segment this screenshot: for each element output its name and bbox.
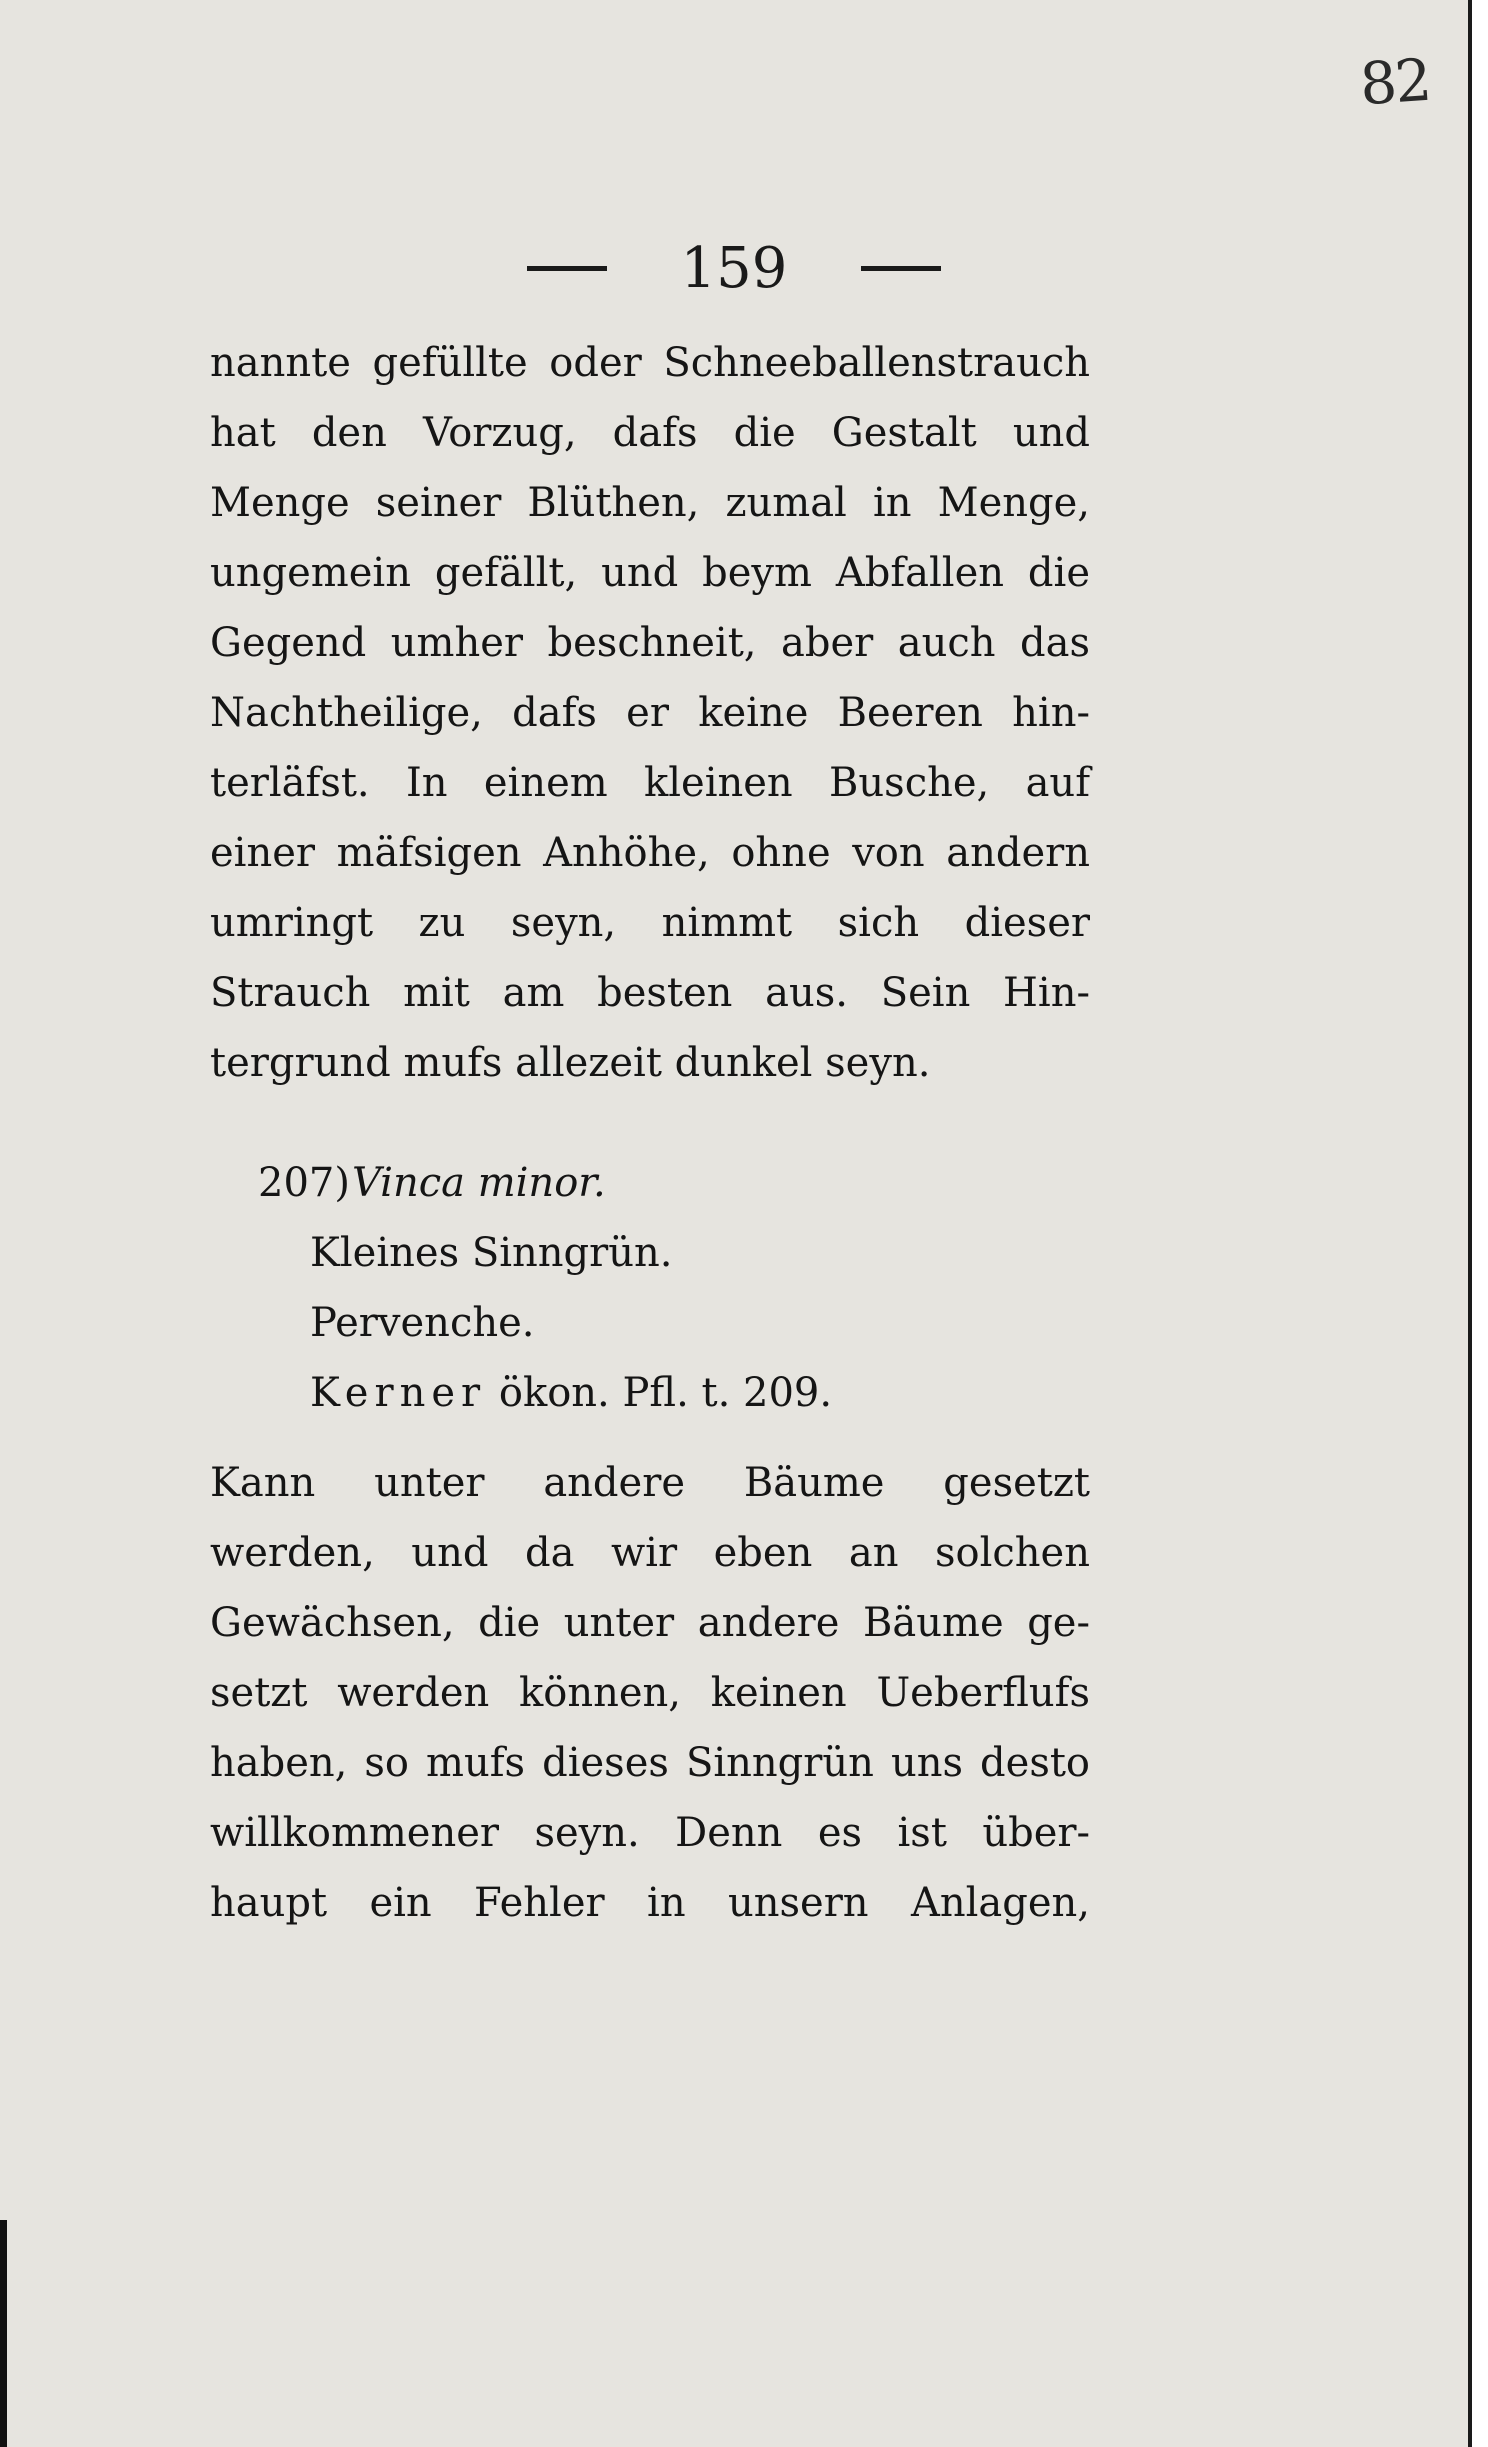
text-line: terläfst. In einem kleinen Busche, auf [210, 760, 1090, 806]
reference-detail: ökon. Pfl. t. 209. [498, 1370, 833, 1416]
text-line: Gegend umher beschneit, aber auch das [210, 620, 1090, 666]
entry-german-name: Kleines Sinngrün. [310, 1230, 673, 1276]
text-line: Strauch mit am besten aus. Sein Hin- [210, 970, 1090, 1016]
text-line: nannte gefüllte oder Schneeballenstrauch [210, 340, 1090, 386]
text-line: Kann unter andere Bäume gesetzt [210, 1460, 1090, 1506]
reference-author: Kerner [310, 1370, 487, 1416]
header-dash-right [861, 266, 941, 271]
text-line: haben, so mufs dieses Sinngrün uns desto [210, 1740, 1090, 1786]
page-header [0, 232, 1468, 301]
text-line: hat den Vorzug, dafs die Gestalt und [210, 410, 1090, 456]
page-number: 159 [680, 236, 788, 301]
text-line: umringt zu seyn, nimmt sich dieser [210, 900, 1090, 946]
entry-french-name: Pervenche. [310, 1300, 535, 1346]
corner-mark: 82 [1357, 45, 1433, 119]
entry-latin-name: Vinca minor. [352, 1160, 606, 1206]
text-line: setzt werden können, keinen Ueberflufs [210, 1670, 1090, 1716]
text-line: Nachtheilige, dafs er keine Beeren hin- [210, 690, 1090, 736]
header-dash-left [527, 266, 607, 271]
text-line: ungemein gefällt, und beym Abfallen die [210, 550, 1090, 596]
text-line: Gewächsen, die unter andere Bäume ge- [210, 1600, 1090, 1646]
text-line: einer mäfsigen Anhöhe, ohne von andern [210, 830, 1090, 876]
text-line: werden, und da wir eben an solchen [210, 1530, 1090, 1576]
entry-number: 207) [258, 1160, 350, 1206]
text-line: willkommener seyn. Denn es ist über- [210, 1810, 1090, 1856]
text-line: haupt ein Fehler in unsern Anlagen, [210, 1880, 1090, 1926]
page-edge-shadow [0, 2220, 7, 2447]
text-line: tergrund mufs allezeit dunkel seyn. [210, 1040, 931, 1086]
text-line: Menge seiner Blüthen, zumal in Menge, [210, 480, 1090, 526]
entry-reference [310, 1358, 832, 1428]
